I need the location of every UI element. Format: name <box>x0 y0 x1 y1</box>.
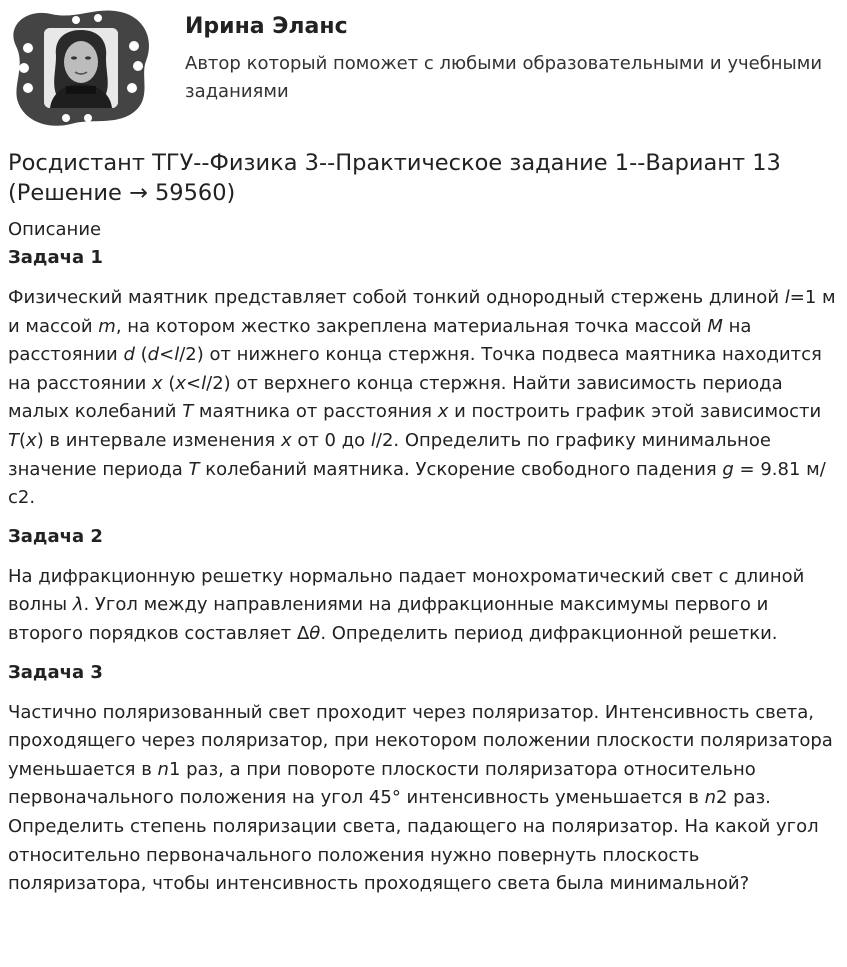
description-label: Описание <box>8 219 102 240</box>
task-3-text: Частично поляризованный свет проходит через поляризатор. Интенсивность света, проходящего через поляризатор, при некотором положении плоскости поляризатора уменьшается в n1 раз, а при повороте плоскости поляризатора относительно первоначального положения на угол 45° интенсивность уменьшается в n2 раз. Определить степень поляризации света, падающего на поляризатор. На какой угол относительно первоначального положения нужно повернуть плоскость поляризатора, чтобы интенсивность проходящего света была минимальной? <box>8 701 833 895</box>
page-title: Росдистант ТГУ--Физика 3--Практическое задание 1--Вариант 13 (Решение → 59560) <box>8 150 781 206</box>
author-name: Ирина Эланс <box>185 14 348 39</box>
task-2-text: На дифракционную решетку нормально падает монохроматический свет с длиной волны λ. Угол между направлениями на дифракционные максимумы первого и второго порядков составляет Δθ. Определить период дифракционной решетки. <box>8 565 805 644</box>
task-1-heading: Задача 1 <box>8 247 103 268</box>
task-1-text: Физический маятник представляет собой тонкий однородный стержень длиной l=1 м и массой m, на котором жестко закреплена материальная точка массой M на расстоянии d (d<l/2) от нижнего конца стержня. Точка подвеса маятника находится на расстоянии x (x<l/2) от верхнего конца стержня. Найти зависимость периода малых колебаний T маятника от расстояния x и построить график этой зависимости T(x) в интервале изменения x от 0 до l/2. Определить по графику минимальное значение периода T колебаний маятника. Ускорение свободного падения g = 9.81 м/с2. <box>8 287 836 509</box>
author-description: Автор который поможет с любыми образовательными и учебными заданиями <box>185 53 823 102</box>
task-3-heading: Задача 3 <box>8 661 103 683</box>
task-2-heading: Задача 2 <box>8 525 103 547</box>
author-header <box>0 0 847 135</box>
document-content <box>8 148 838 899</box>
film-frame-avatar-image <box>6 6 152 128</box>
avatar <box>6 6 152 128</box>
